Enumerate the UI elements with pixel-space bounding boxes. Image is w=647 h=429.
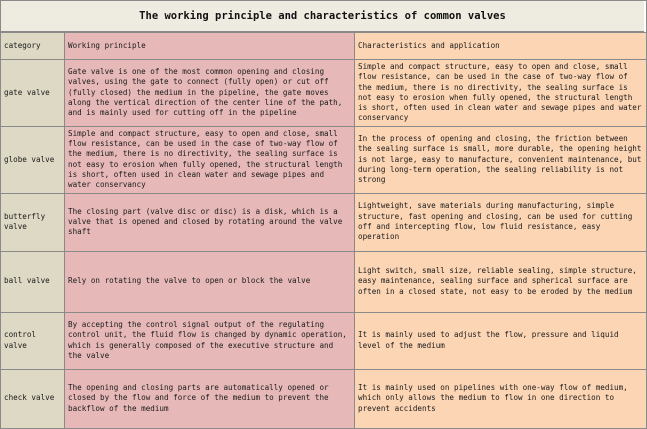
characteristics-cell: It is mainly used to adjust the flow, pressure and liquid level of the medium	[355, 312, 647, 369]
characteristics-cell: It is mainly used on pipelines with one-way flow of medium, which only allows the medium to flow in one direction to prevent accidents	[355, 369, 647, 428]
characteristics-cell: Simple and compact structure, easy to open and close, small flow resistance, can be used in the case of two-way flow of the medium, there is no directivity, the sealing surface is not easy to erosion when fully opened, the structural length is short, often used in clean water and sewage pipes and water conservancy	[355, 60, 647, 127]
principle-cell: The closing part (valve disc or disc) is a disk, which is a valve that is opened and closed by rotating around the valve shaft	[65, 193, 355, 251]
category-cell: ball valve	[1, 251, 65, 312]
header-category: category	[1, 33, 65, 60]
table-title: The working principle and characteristics of common valves	[1, 1, 644, 32]
table-row	[1, 193, 647, 251]
category-cell: check valve	[1, 369, 65, 428]
characteristics-cell: Lightweight, save materials during manufacturing, simple structure, fast opening and closing, can be used for cutting off and intercepting flow, low fluid resistance, easy operation	[355, 193, 647, 251]
category-cell: butterfly valve	[1, 193, 65, 251]
table-row	[1, 126, 647, 193]
characteristics-cell: Light switch, small size, reliable sealing, simple structure, easy maintenance, sealing surface and spherical surface are often in a closed state, not easy to be eroded by the medium	[355, 251, 647, 312]
principle-cell: By accepting the control signal output of the regulating control unit, the fluid flow is changed by dynamic operation, which is generally composed of the executive structure and the valve	[65, 312, 355, 369]
header-principle: Working principle	[65, 33, 355, 60]
principle-cell: Simple and compact structure, easy to open and close, small flow resistance, can be used in the case of two-way flow of the medium, there is no directivity, the sealing surface is not easy to erosion when fully opened, the structural length is short, often used in clean water and sewage pipes and water conservancy	[65, 126, 355, 193]
header-characteristics: Characteristics and application	[355, 33, 647, 60]
header-row	[1, 33, 647, 60]
principle-cell: Rely on rotating the valve to open or block the valve	[65, 251, 355, 312]
valve-table	[0, 32, 647, 429]
principle-cell: Gate valve is one of the most common opening and closing valves, using the gate to connect (fully open) or cut off (fully closed) the medium in the pipeline, the gate moves along the vertical direction of the center line of the path, and is mainly used for cutting off in the pipeline	[65, 60, 355, 127]
category-cell: globe valve	[1, 126, 65, 193]
characteristics-cell: In the process of opening and closing, the friction between the sealing surface is small, more durable, the opening height is not large, easy to manufacture, convenient maintenance, but during long-term operation, the sealing reliability is not strong	[355, 126, 647, 193]
table-row	[1, 369, 647, 428]
table-row	[1, 251, 647, 312]
category-cell: gate valve	[1, 60, 65, 127]
table-row	[1, 60, 647, 127]
table-row	[1, 312, 647, 369]
principle-cell: The opening and closing parts are automatically opened or closed by the flow and force of the medium to prevent the backflow of the medium	[65, 369, 355, 428]
category-cell: control valve	[1, 312, 65, 369]
